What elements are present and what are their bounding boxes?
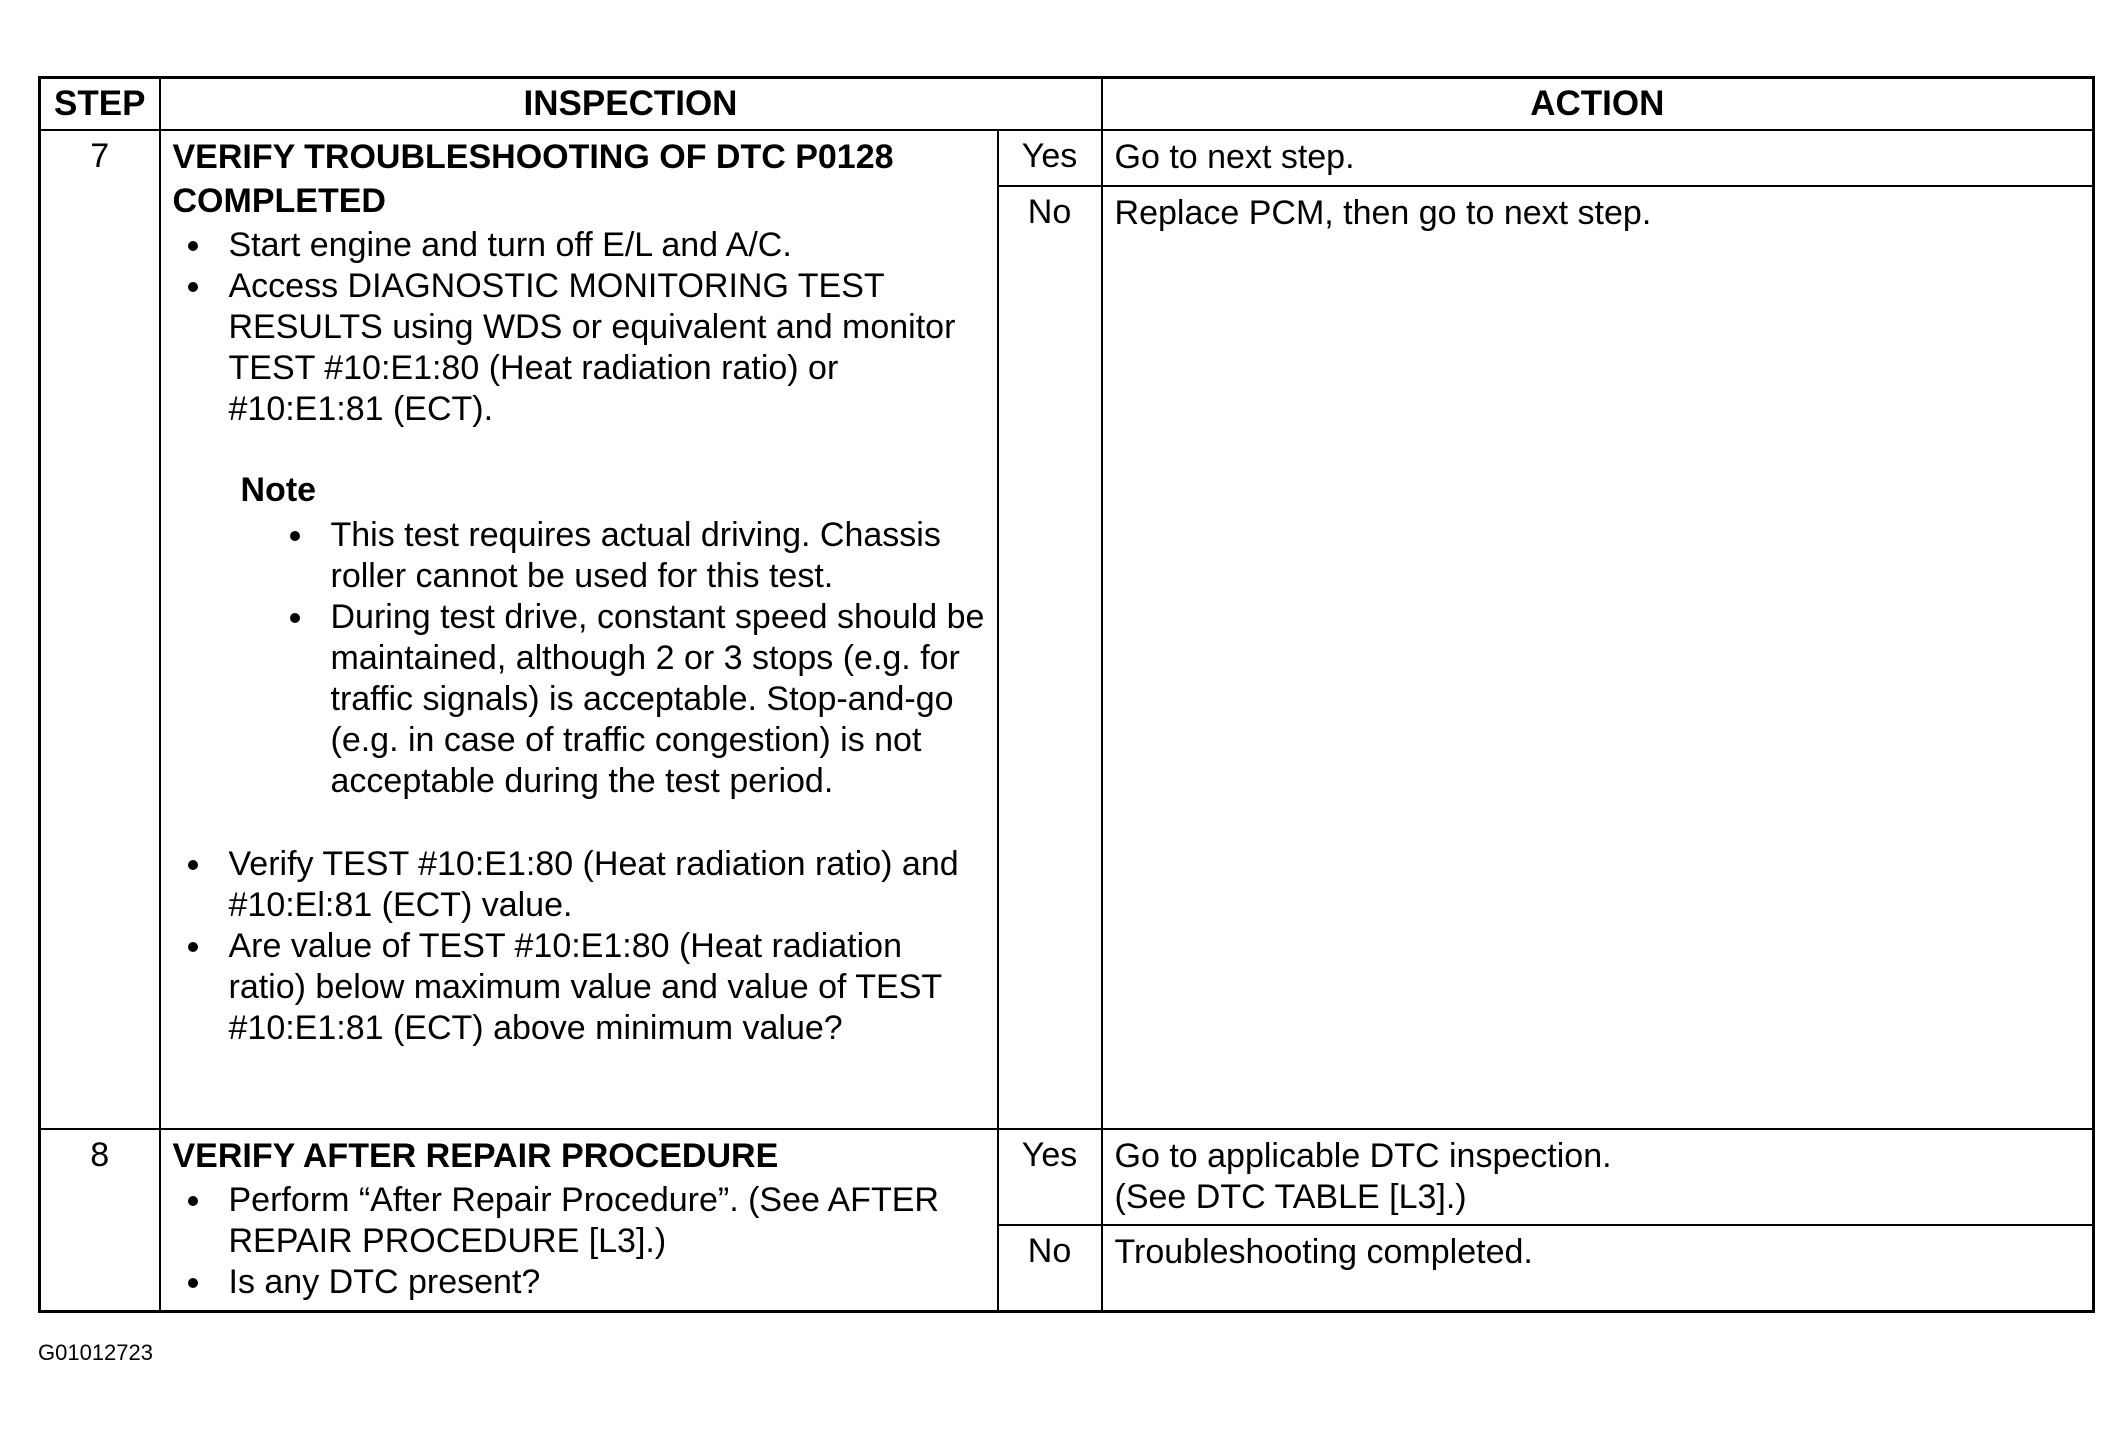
inspection-bullets-7b <box>173 844 987 1049</box>
inspection-title-8: VERIFY AFTER REPAIR PROCEDURE <box>172 1136 779 1175</box>
spacer <box>173 802 987 842</box>
table-row <box>40 1129 2094 1225</box>
inspection-cell-8 <box>160 1129 998 1312</box>
list-item: • Perform “After Repair Procedure”. (See AFTER REPAIR PROCEDURE [L3].) <box>215 1180 987 1262</box>
yes-action-8-line2: (See DTC TABLE [L3].) <box>1114 1177 1467 1216</box>
yes-label-8: Yes <box>998 1129 1102 1225</box>
list-item: • Start engine and turn off E/L and A/C. <box>215 225 987 266</box>
list-item: • Access DIAGNOSTIC MONITORING TEST RESULTS using WDS or equivalent and monitor TEST #10:E1:80 (Heat radiation ratio) or #10:E1:81 (ECT). <box>215 266 987 430</box>
figure-code: G01012723 <box>38 1340 153 1365</box>
yes-action-8-line1: Go to applicable DTC inspection. <box>1114 1136 1612 1175</box>
step-number-8: 8 <box>40 1129 160 1312</box>
list-item: • Are value of TEST #10:E1:80 (Heat radiation ratio) below maximum value and value of TEST #10:E1:81 (ECT) above minimum value? <box>215 926 987 1049</box>
no-label-7: No <box>998 186 1102 1129</box>
table-header-row <box>40 78 2094 131</box>
list-item: • During test drive, constant speed should be maintained, although 2 or 3 stops (e.g. for traffic signals) is acceptable. Stop-and-go (e.g. in case of traffic congestion) is not acceptable during the test period. <box>317 597 987 802</box>
header-action: ACTION <box>1102 78 2094 131</box>
note-bullets <box>173 515 987 802</box>
no-action-7: Replace PCM, then go to next step. <box>1102 186 2094 1129</box>
no-action-8: Troubleshooting completed. <box>1102 1225 2094 1312</box>
yes-action-7: Go to next step. <box>1102 130 2094 186</box>
step-number-7: 7 <box>40 130 160 1129</box>
inspection-bullets-8 <box>173 1180 987 1303</box>
note-label: Note <box>240 471 317 509</box>
list-item: • Is any DTC present? <box>215 1262 987 1303</box>
inspection-cell-7 <box>160 130 998 1129</box>
header-step: STEP <box>40 78 160 131</box>
no-label-8: No <box>998 1225 1102 1312</box>
inspection-bullets-7a <box>173 225 987 430</box>
diagnostic-table <box>38 76 2095 1313</box>
list-item: • This test requires actual driving. Chassis roller cannot be used for this test. <box>317 515 987 597</box>
inspection-title-7b: COMPLETED <box>172 182 386 220</box>
yes-label-7: Yes <box>998 130 1102 186</box>
inspection-title-7a: VERIFY TROUBLESHOOTING OF DTC P0128 <box>172 138 894 176</box>
table-row <box>40 130 2094 186</box>
list-item: • Verify TEST #10:E1:80 (Heat radiation ratio) and #10:El:81 (ECT) value. <box>215 844 987 926</box>
yes-action-8 <box>1102 1129 2094 1225</box>
header-inspection: INSPECTION <box>160 78 1102 131</box>
